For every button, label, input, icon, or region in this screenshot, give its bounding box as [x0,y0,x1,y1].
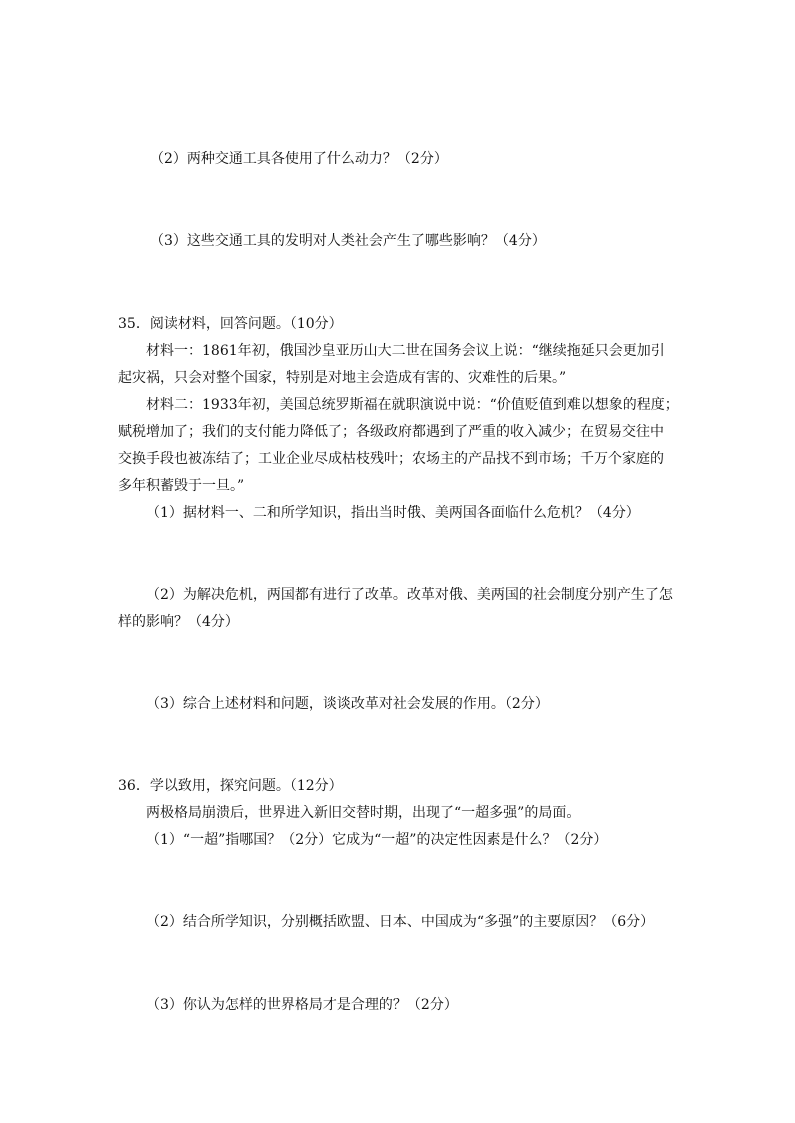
q34-sub3-question: （3）这些交通工具的发明对人类社会产生了哪些影响？（4分） [150,233,546,249]
q36-intro: 两极格局崩溃后，世界进入新旧交替时期，出现了“一超多强”的局面。 [146,805,581,821]
q35-sub2-question-line1: （2）为解决危机，两国都有进行了改革。改革对俄、美两国的社会制度分别产生了怎 [146,587,673,603]
q35-material2-line1: 材料二：1933年初，美国总统罗斯福在就职演说中说：“价值贬值到难以想象的程度； [146,397,679,413]
q35-material1-line2: 起灾祸，只会对整个国家，特别是对地主会造成有害的、灾难性的后果。” [118,370,567,386]
q35-sub1-question: （1）据材料一、二和所学知识，指出当时俄、美两国各面临什么危机？（4分） [146,505,640,521]
q35-sub3-question: （3）综合上述材料和问题，谈谈改革对社会发展的作用。（2分） [146,696,549,712]
q36-sub1-question: （1）“一超”指哪国？（2分）它成为“一超”的决定性因素是什么？（2分） [146,832,608,848]
q36-sub3-question: （3）你认为怎样的世界格局才是合理的？（2分） [146,997,458,1013]
q34-sub2-question: （2）两种交通工具各使用了什么动力？（2分） [150,151,448,167]
q35-material2-line2: 赋税增加了；我们的支付能力降低了；各级政府都遇到了严重的收入减少；在贸易交往中 [118,424,664,440]
q35-heading: 35．阅读材料，回答问题。（10分） [118,316,343,332]
q36-sub2-question: （2）结合所学知识，分别概括欧盟、日本、中国成为“多强”的主要原因？（6分） [146,914,655,930]
q35-material2-line3: 交换手段也被冻结了；工业企业尽成枯枝残叶；农场主的产品找不到市场；千万个家庭的 [118,451,664,467]
q35-material1-line1: 材料一：1861年初，俄国沙皇亚历山大二世在国务会议上说：“继续拖延只会更加引 [146,343,665,359]
q36-heading: 36．学以致用，探究问题。（12分） [118,778,343,794]
q35-material2-line4: 多年积蓄毁于一旦。” [118,478,245,494]
q35-sub2-question-line2: 样的影响？（4分） [118,614,239,630]
